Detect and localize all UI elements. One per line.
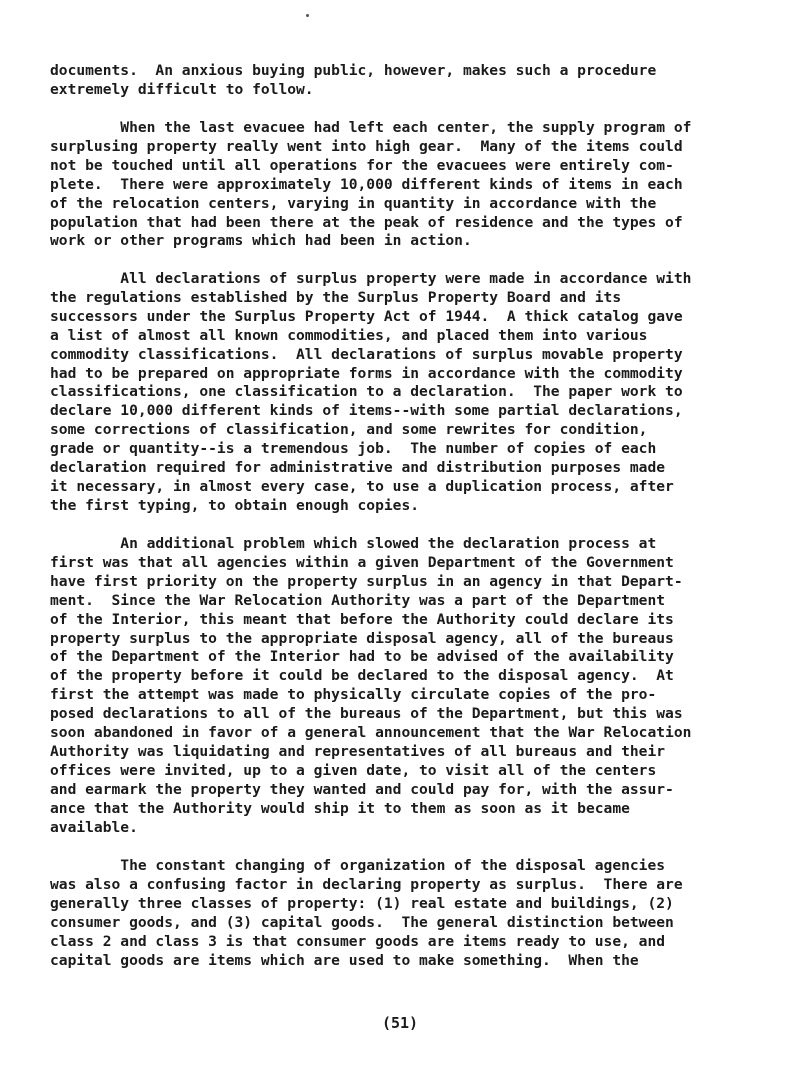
text-line: the first typing, to obtain enough copies.	[50, 496, 420, 514]
text-line: have first priority on the property surplus in an agency in that Depart-	[50, 572, 683, 590]
text-line: and earmark the property they wanted and could pay for, with the assur-	[50, 780, 674, 798]
text-line: documents. An anxious buying public, however, makes such a procedure	[50, 62, 657, 79]
text-line: had to be prepared on appropriate forms in accordance with the commodity	[50, 364, 683, 382]
text-line: class 2 and class 3 is that consumer goods are items ready to use, and	[50, 932, 666, 950]
text-line: Authority was liquidating and representatives of all bureaus and their	[50, 742, 666, 760]
text-line: extremely difficult to follow.	[50, 80, 314, 98]
text-line: classifications, one classification to a declaration. The paper work to	[50, 383, 683, 401]
page-number: (51)	[381, 1014, 419, 1032]
text-line: generally three classes of property: (1) real estate and buildings, (2)	[50, 894, 674, 912]
paragraph-1	[50, 62, 770, 100]
text-line: of the Interior, this meant that before the Authority could declare its	[50, 610, 674, 628]
text-line: The constant changing of organization of the disposal agencies	[50, 857, 666, 874]
text-line: An additional problem which slowed the declaration process at	[50, 535, 657, 552]
text-line: first was that all agencies within a given Department of the Government	[50, 553, 674, 571]
text-line: consumer goods, and (3) capital goods. The general distinction between	[50, 913, 674, 931]
text-line: work or other programs which had been in action.	[50, 232, 472, 250]
text-line: grade or quantity--is a tremendous job. The number of copies of each	[50, 440, 657, 458]
text-line: ment. Since the War Relocation Authority was a part of the Department	[50, 591, 666, 609]
text-line: surplusing property really went into high gear. Many of the items could	[50, 137, 683, 155]
text-line: first the attempt was made to physically circulate copies of the pro-	[50, 686, 657, 704]
text-line: posed declarations to all of the bureaus of the Department, but this was	[50, 705, 683, 723]
text-line: was also a confusing factor in declaring property as surplus. There are	[50, 875, 683, 893]
text-line: population that had been there at the peak of residence and the types of	[50, 213, 683, 231]
text-line: it necessary, in almost every case, to use a duplication process, after	[50, 477, 674, 495]
text-line: of the relocation centers, varying in quantity in accordance with the	[50, 194, 657, 212]
text-line: available.	[50, 818, 138, 836]
paragraph-5	[50, 857, 770, 970]
text-line: commodity classifications. All declarations of surplus movable property	[50, 345, 683, 363]
text-line: successors under the Surplus Property Act of 1944. A thick catalog gave	[50, 307, 683, 325]
paragraph-3	[50, 270, 770, 516]
text-line: When the last evacuee had left each center, the supply program of	[50, 119, 692, 136]
text-line: plete. There were approximately 10,000 different kinds of items in each	[50, 175, 683, 193]
text-line: the regulations established by the Surplus Property Board and its	[50, 288, 622, 306]
text-line: of the Department of the Interior had to be advised of the availability	[50, 648, 674, 666]
text-line: some corrections of classification, and some rewrites for condition,	[50, 421, 648, 439]
paragraph-4	[50, 535, 770, 838]
text-line: of the property before it could be declared to the disposal agency. At	[50, 667, 674, 685]
text-line: capital goods are items which are used to make something. When the	[50, 951, 639, 969]
text-line: All declarations of surplus property were made in accordance with	[50, 270, 692, 287]
text-line: declare 10,000 different kinds of items--with some partial declarations,	[50, 402, 683, 420]
text-line: offices were invited, up to a given date, to visit all of the centers	[50, 761, 657, 779]
text-line: ance that the Authority would ship it to them as soon as it became	[50, 799, 630, 817]
text-line: a list of almost all known commodities, and placed them into various	[50, 326, 648, 344]
text-line: property surplus to the appropriate disposal agency, all of the bureaus	[50, 629, 674, 647]
scan-speck	[306, 14, 309, 17]
text-line: soon abandoned in favor of a general announcement that the War Relocation	[50, 724, 692, 742]
text-line: declaration required for administrative and distribution purposes made	[50, 459, 666, 477]
paragraph-2	[50, 119, 770, 251]
text-line: not be touched until all operations for the evacuees were entirely com-	[50, 156, 674, 174]
